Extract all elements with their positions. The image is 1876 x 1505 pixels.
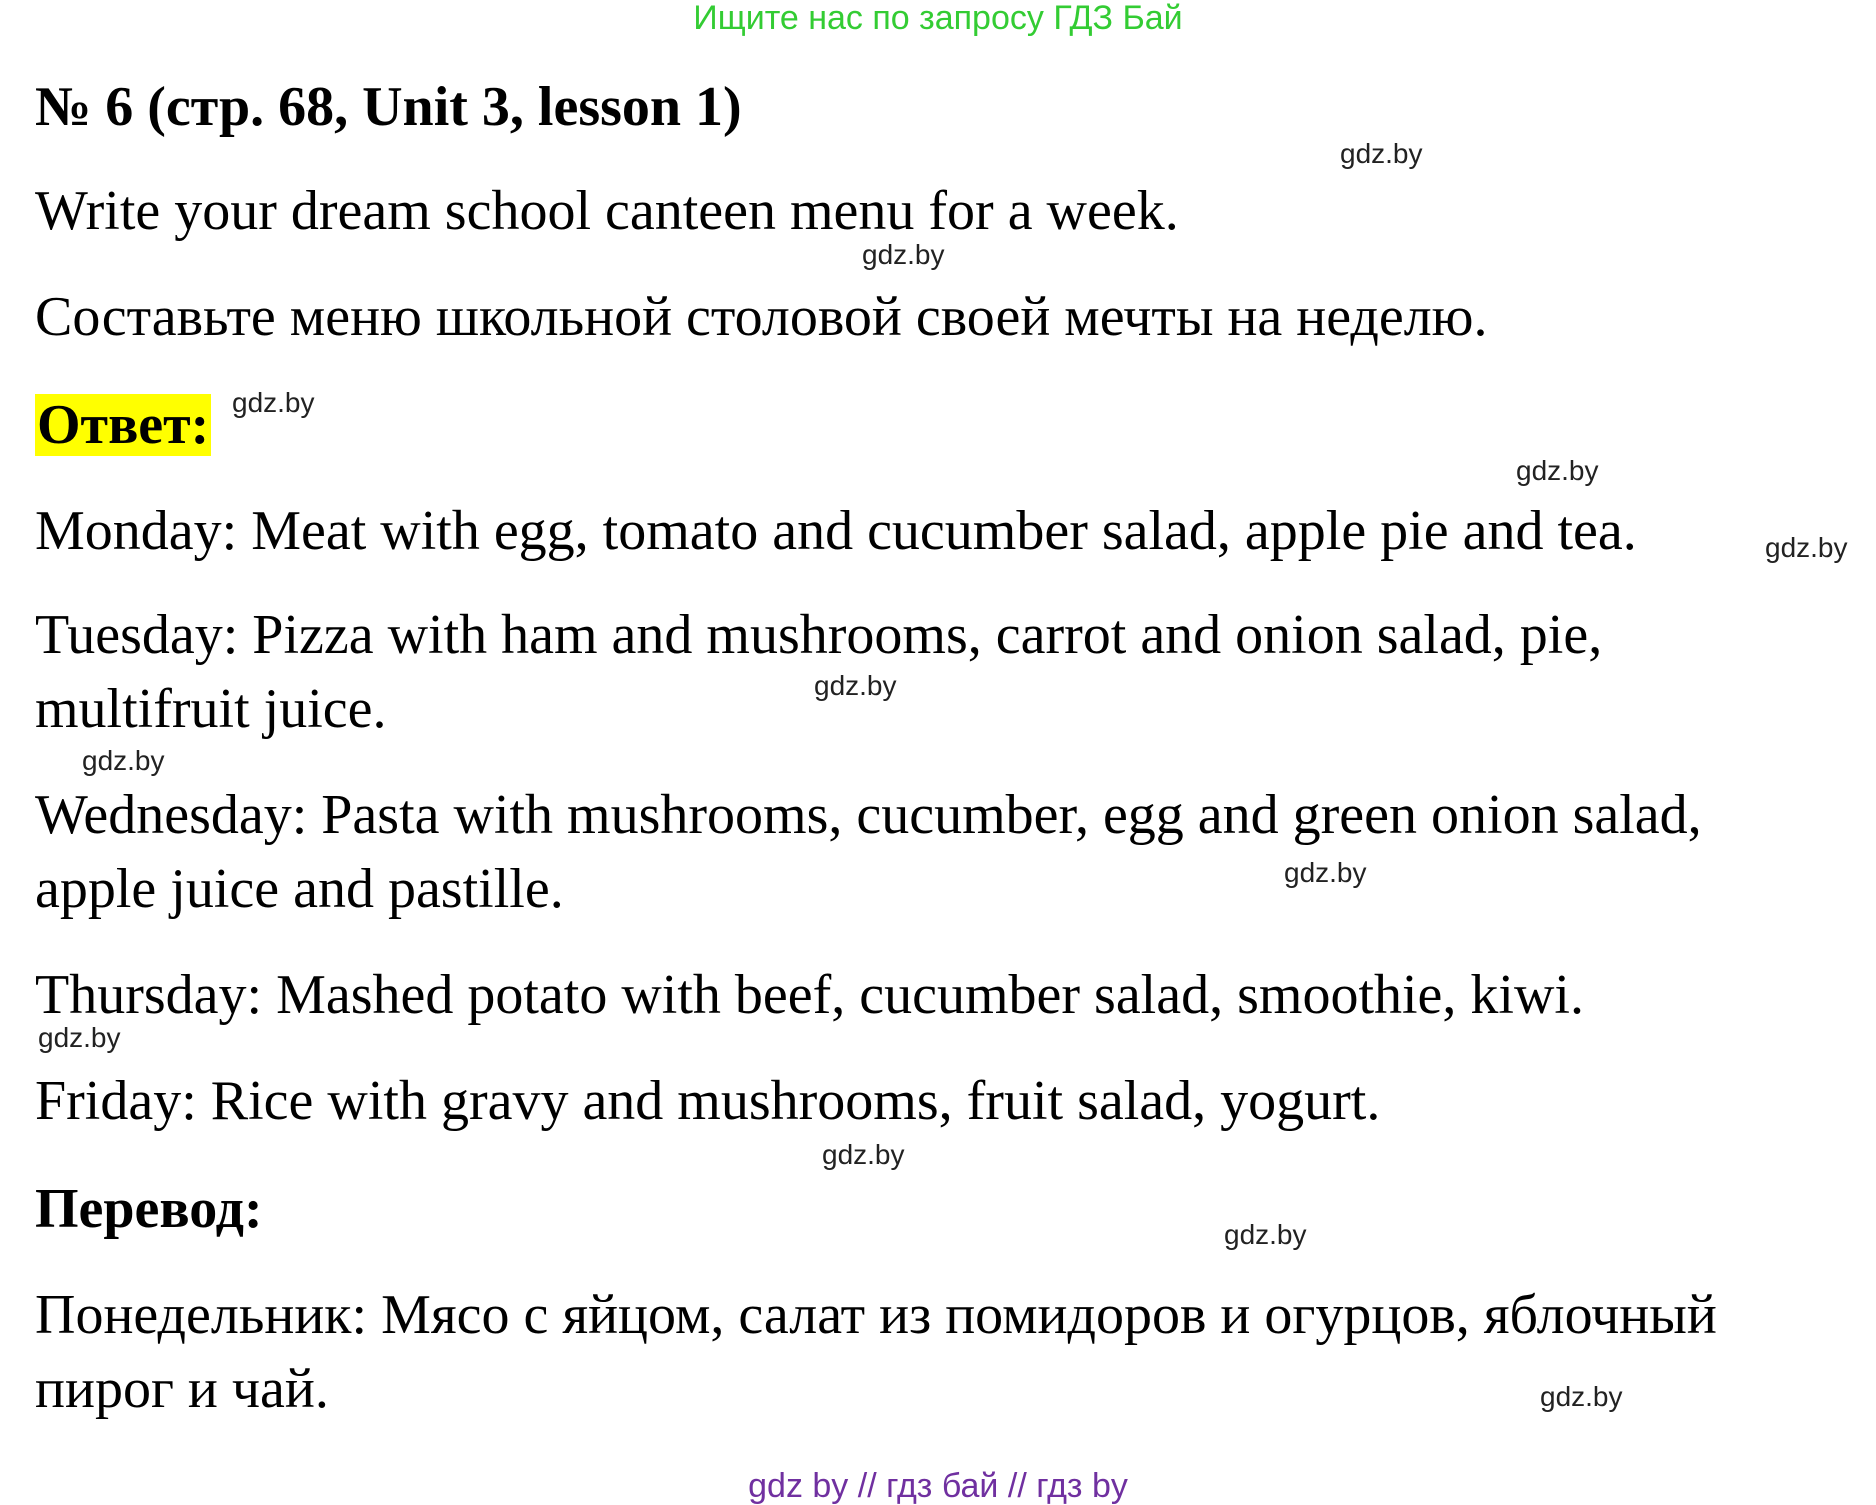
- answer-line-thursday: Thursday: Mashed potato with beef, cucumber salad, smoothie, kiwi.: [35, 964, 1584, 1026]
- exercise-title: № 6 (стр. 68, Unit 3, lesson 1): [35, 76, 742, 138]
- answer-line-wednesday-cont: apple juice and pastille.: [35, 858, 564, 920]
- answer-line-friday: Friday: Rice with gravy and mushrooms, fruit salad, yogurt.: [35, 1070, 1381, 1132]
- watermark: gdz.by: [232, 387, 315, 418]
- task-russian: Составьте меню школьной столовой своей мечты на неделю.: [35, 286, 1488, 348]
- translation-line: пирог и чай.: [35, 1358, 329, 1420]
- watermark: gdz.by: [1284, 857, 1367, 888]
- watermark: gdz.by: [1540, 1381, 1623, 1412]
- search-banner: Ищите нас по запросу ГДЗ Бай: [693, 0, 1183, 37]
- answer-line-tuesday-cont: multifruit juice.: [35, 678, 387, 740]
- translation-line: Понедельник: Мясо с яйцом, салат из помидоров и огурцов, яблочный: [35, 1284, 1717, 1346]
- watermark: gdz.by: [1340, 138, 1423, 169]
- answer-label: Ответ:: [37, 394, 210, 456]
- answer-line-wednesday: Wednesday: Pasta with mushrooms, cucumber, egg and green onion salad,: [35, 784, 1702, 846]
- answer-line-tuesday: Tuesday: Pizza with ham and mushrooms, carrot and onion salad, pie,: [35, 604, 1603, 666]
- watermark: gdz.by: [1765, 532, 1848, 563]
- translation-label: Перевод:: [35, 1178, 263, 1240]
- task-english: Write your dream school canteen menu for a week.: [35, 180, 1179, 242]
- watermark: gdz.by: [1516, 455, 1599, 486]
- watermark: gdz.by: [862, 239, 945, 270]
- watermark: gdz.by: [38, 1022, 121, 1053]
- answer-line-monday: Monday: Meat with egg, tomato and cucumber salad, apple pie and tea.: [35, 500, 1637, 562]
- footer-credits: gdz by // гдз бай // гдз by: [748, 1467, 1128, 1505]
- watermark: gdz.by: [814, 670, 897, 701]
- watermark: gdz.by: [1224, 1219, 1307, 1250]
- watermark: gdz.by: [82, 745, 165, 776]
- watermark: gdz.by: [822, 1139, 905, 1170]
- answer-heading: [35, 392, 211, 458]
